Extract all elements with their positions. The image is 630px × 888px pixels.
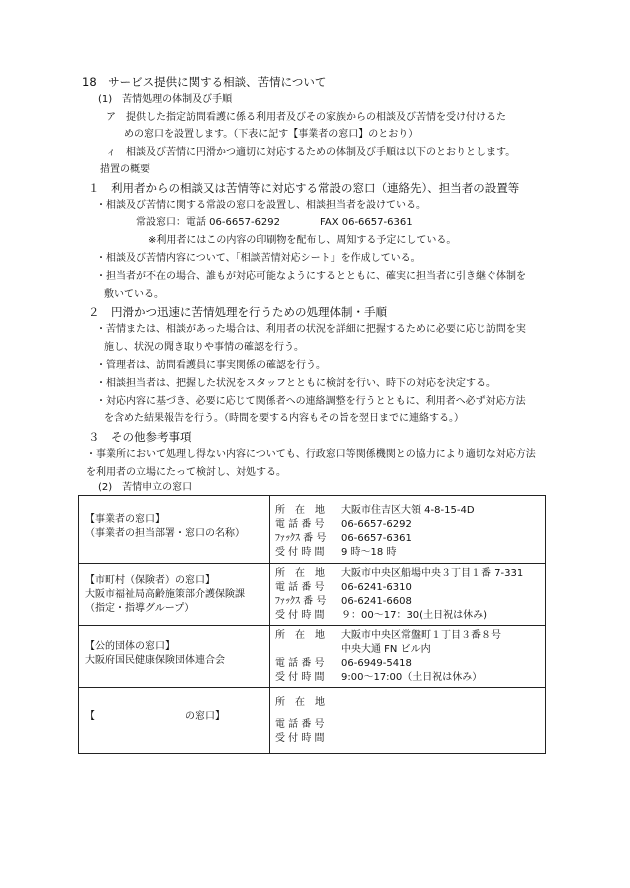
tel-value: 06-6949-5418 xyxy=(341,658,412,669)
tel-value: 06-6657-6292 xyxy=(341,519,412,530)
address-label: 所 在 地 xyxy=(275,568,325,579)
fax-value: 06-6657-6361 xyxy=(341,533,412,544)
bullet-line: ・管理者は、訪問看護員に事実関係の確認を行う。 xyxy=(96,360,326,371)
address-value: 大阪市中央区常盤町１丁目３番８号 xyxy=(341,630,501,641)
window-detail-cell xyxy=(270,626,546,688)
paragraph-line: ィ 相談及び苦情に円滑かつ適切に対応するための体制及び手順は以下のとおりとします。 xyxy=(106,147,516,158)
window-subname: 大阪市福祉局高齢施策部介護保険課 xyxy=(85,589,245,600)
window-detail-cell xyxy=(270,564,546,626)
address-label: 所 在 地 xyxy=(275,505,325,516)
bullet-line: ・担当者が不在の場合、誰もが対応可能なようにするとともに、確実に担当者に引き継ぐ体制を xyxy=(96,271,526,282)
paragraph-line: ・事業所において処理し得ない内容についても、行政窓口等関係機関との協力により適切な対応方法 xyxy=(86,449,536,460)
paragraph-line: ア 提供した指定訪問看護に係る利用者及びその家族からの相談及び苦情を受け付けるた xyxy=(106,112,506,123)
bullet-line: ・対応内容に基づき、必要に応じて関係者への連絡調整を行うとともに、利用者へ必ず対応方法 xyxy=(96,396,526,407)
bullet-line: 敷いている。 xyxy=(104,289,164,300)
heading-2: ２ 円滑かつ迅速に苦情処理を行うための処理体制・手順 xyxy=(88,305,387,319)
bullet-line: ・相談及び苦情内容について、「相談苦情対応シート」を作成している。 xyxy=(96,253,421,264)
fax-label: ﾌｧｯｸｽ 番 号 xyxy=(275,596,327,607)
window-name-cell xyxy=(79,496,270,564)
window-name: 【市町村（保険者）の窓口】 xyxy=(85,575,215,586)
bullet-line: ・苦情または、相談があった場合は、利用者の状況を詳細に把握するために必要に応じ訪問を実 xyxy=(96,324,526,335)
tel-label: 電 話 番 号 xyxy=(275,519,325,530)
window-name-cell xyxy=(79,626,270,688)
window-detail-cell xyxy=(270,496,546,564)
address-label: 所 在 地 xyxy=(275,630,325,641)
hours-label: 受 付 時 間 xyxy=(275,610,325,621)
tel-label: 電 話 番 号 xyxy=(275,719,325,730)
window-name: 【事業者の窓口】 xyxy=(85,514,165,525)
window-subname: （事業者の担当部署・窓口の名称） xyxy=(85,528,245,539)
subsection-heading: (2) 苦情申立の窓口 xyxy=(98,482,193,493)
window-name: 【 の窓口】 xyxy=(85,711,225,722)
fax-label: ﾌｧｯｸｽ 番 号 xyxy=(275,533,327,544)
table-row xyxy=(79,688,546,754)
window-name-cell xyxy=(79,688,270,754)
hours-value: ９：00～17：30(土日祝は休み) xyxy=(341,610,487,621)
table-row xyxy=(79,626,546,688)
window-detail-cell xyxy=(270,688,546,754)
hours-value: 9 時～18 時 xyxy=(341,547,397,558)
window-subname: 大阪府国民健康保険団体連合会 xyxy=(85,655,225,666)
window-subname: （指定・指導グループ） xyxy=(85,603,195,614)
complaint-window-table xyxy=(78,495,546,754)
window-name-cell xyxy=(79,564,270,626)
tel-value: 06-6241-6310 xyxy=(341,582,412,593)
paragraph-line: を利用者の立場にたって検討し、対処する。 xyxy=(86,467,286,478)
address-label: 所 在 地 xyxy=(275,697,325,708)
hours-label: 受 付 時 間 xyxy=(275,547,325,558)
tel-label: 電 話 番 号 xyxy=(275,658,325,669)
hours-label: 受 付 時 間 xyxy=(275,733,325,744)
bullet-line: を含めた結果報告を行う。（時間を要する内容もその旨を翌日までに連絡する。） xyxy=(104,413,464,424)
table-row xyxy=(79,496,546,564)
heading-3: ３ その他参考事項 xyxy=(88,430,192,444)
table-row xyxy=(79,564,546,626)
bullet-line: ・相談担当者は、把握した状況をスタッフとともに検討を行い、時下の対応を決定する。 xyxy=(96,378,496,389)
address-value: 大阪市中央区船場中央３丁目１番 7-331 xyxy=(341,568,524,579)
fax-value: 06-6241-6608 xyxy=(341,596,412,607)
window-name: 【公的団体の窓口】 xyxy=(85,641,175,652)
outline-heading: 措置の概要 xyxy=(100,164,150,175)
hours-value: 9:00～17:00（土日祝は休み） xyxy=(341,672,483,683)
address-value-2: 中央大通 FN ビル内 xyxy=(341,644,431,655)
section-title: 18 サービス提供に関する相談、苦情について xyxy=(82,75,327,89)
subsection-heading: (1) 苦情処理の体制及び手順 xyxy=(98,94,233,105)
tel-label: 電 話 番 号 xyxy=(275,582,325,593)
bullet-line: ・相談及び苦情に関する常設の窓口を設置し、相談担当者を設けている。 xyxy=(96,200,426,211)
address-value: 大阪市住吉区大領 4-8-15-4D xyxy=(341,505,475,516)
phone-fax-line: 常設窓口：電話 06-6657-6292 FAX 06-6657-6361 xyxy=(136,217,413,228)
heading-1: １ 利用者からの相談又は苦情等に対応する常設の窓口（連絡先）、担当者の設置等 xyxy=(88,181,520,195)
note-line: ※利用者にはこの内容の印刷物を配布し、周知する予定にしている。 xyxy=(148,235,457,246)
hours-label: 受 付 時 間 xyxy=(275,672,325,683)
paragraph-line: めの窓口を設置します。（下表に記す【事業者の窓口】のとおり） xyxy=(124,129,419,140)
bullet-line: 施し、状況の聞き取りや事情の確認を行う。 xyxy=(104,342,304,353)
